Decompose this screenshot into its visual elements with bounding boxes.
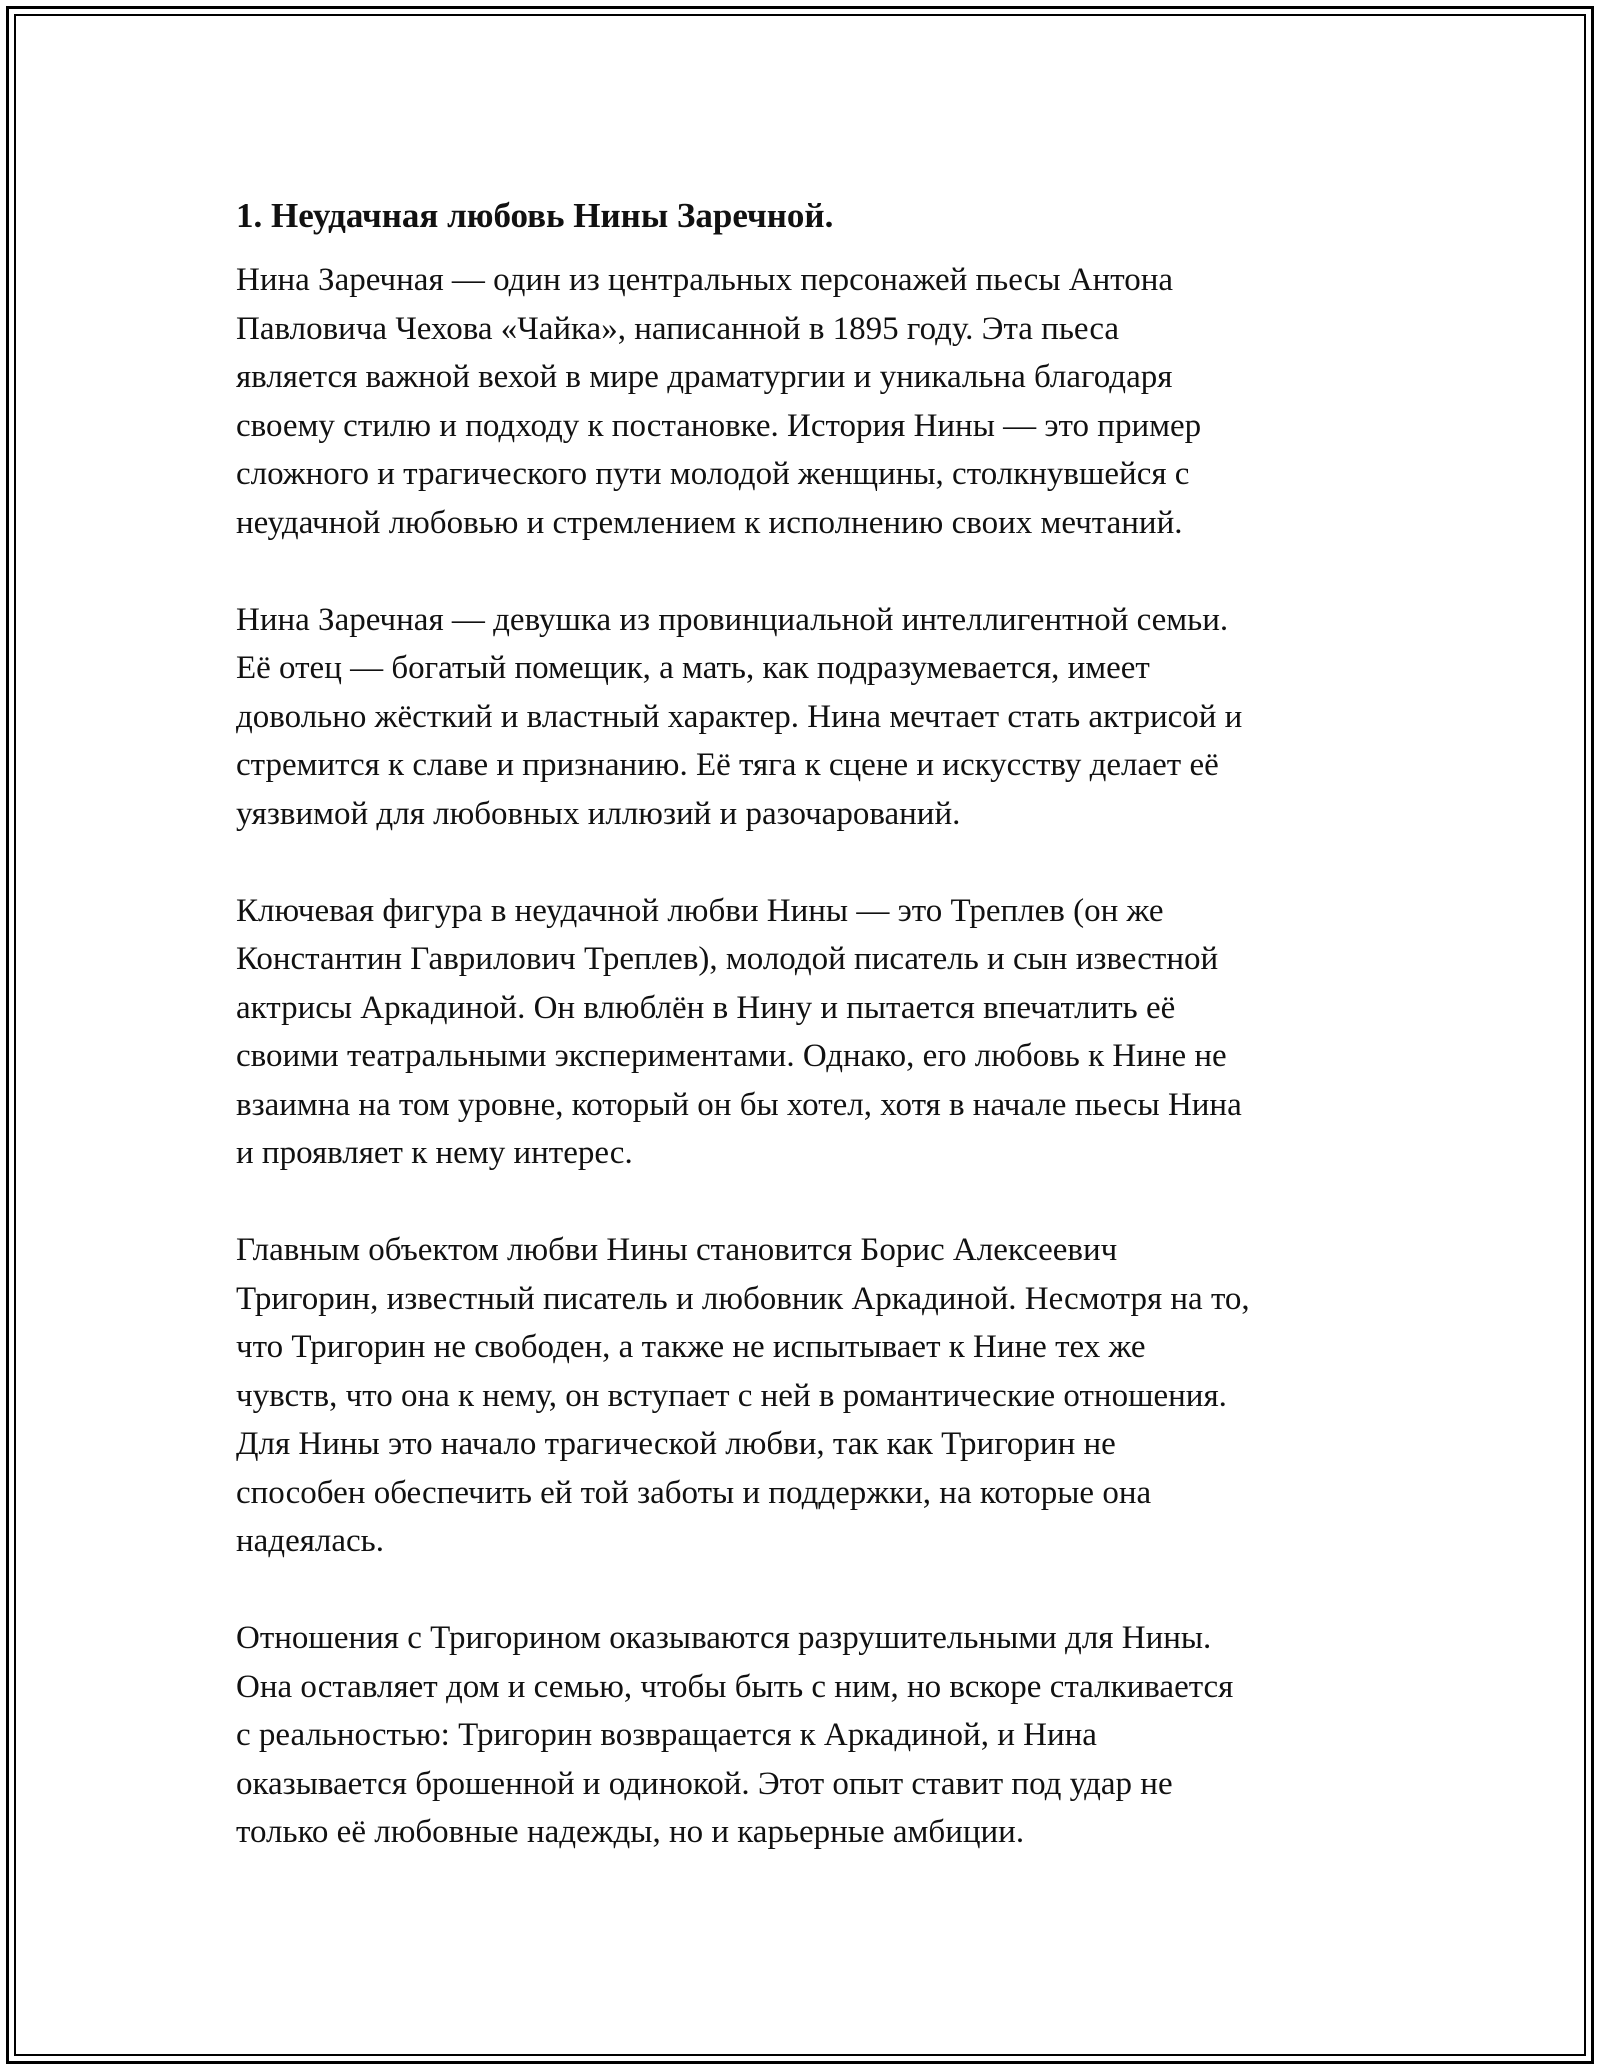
paragraph-line: только её любовные надежды, но и карьерные амбиции. — [236, 1814, 1025, 1850]
paragraph-line: с реальностью: Тригорин возвращается к Аркадиной, и Нина — [236, 1717, 1097, 1753]
paragraph-5 — [236, 1614, 1371, 1857]
paragraph-line: актрисы Аркадиной. Он влюблён в Нину и пытается впечатлить её — [236, 989, 1176, 1026]
paragraph-line: и проявляет к нему интерес. — [236, 1135, 633, 1171]
paragraph-line: Ключевая фигура в неудачной любви Нины — это Треплев (он же — [236, 892, 1164, 929]
paragraph-line: Её отец — богатый помещик, а мать, как подразумевается, имеет — [236, 650, 1150, 686]
paragraph-line: Отношения с Тригорином оказываются разрушительными для Нины. — [236, 1620, 1212, 1656]
paragraph-line: своими театральными экспериментами. Однако, его любовь к Нине не — [236, 1038, 1227, 1074]
paragraph-line: Тригорин, известный писатель и любовник Аркадиной. Несмотря на то, — [236, 1280, 1250, 1317]
paragraph-line: Она оставляет дом и семью, чтобы быть с ним, но вскоре сталкивается — [236, 1668, 1234, 1705]
paragraph-2 — [236, 596, 1371, 839]
paragraph-line: чувств, что она к нему, он вступает с ней в романтические отношения. — [236, 1377, 1227, 1414]
paragraph-line: что Тригорин не свободен, а также не испытывает к Нине тех же — [236, 1329, 1146, 1365]
paragraph-4 — [236, 1226, 1371, 1566]
document-page — [236, 188, 1371, 1905]
paragraph-line: надеялась. — [236, 1523, 384, 1559]
paragraph-line: уязвимой для любовных иллюзий и разочарований. — [236, 795, 961, 832]
paragraph-line: Нина Заречная — один из центральных персонажей пьесы Антона — [236, 262, 1174, 298]
paragraph-line: Нина Заречная — девушка из провинциальной интеллигентной семьи. — [236, 601, 1229, 638]
paragraph-line: своему стилю и подходу к постановке. История Нины — это пример — [236, 407, 1202, 444]
paragraph-line: способен обеспечить ей той заботы и поддержки, на которые она — [236, 1474, 1152, 1511]
paragraph-line: стремится к славе и признанию. Её тяга к сцене и искусству делает её — [236, 747, 1219, 783]
paragraph-3 — [236, 887, 1371, 1178]
paragraph-line: Павловича Чехова «Чайка», написанной в 1895 году. Эта пьеса — [236, 310, 1120, 347]
paragraph-1 — [236, 256, 1371, 547]
section-heading: 1. Неудачная любовь Нины Заречной. — [236, 196, 834, 235]
paragraph-line: взаимна на том уровне, который он бы хотел, хотя в начале пьесы Нина — [236, 1086, 1242, 1123]
paragraph-line: Главным объектом любви Нины становится Борис Алексеевич — [236, 1232, 1118, 1268]
paragraph-line: является важной вехой в мире драматургии и уникальна благодаря — [236, 359, 1173, 395]
paragraph-line: довольно жёсткий и властный характер. Нина мечтает стать актрисой и — [236, 698, 1243, 735]
paragraph-line: неудачной любовью и стремлением к исполнению своих мечтаний. — [236, 504, 1183, 541]
paragraph-line: Константин Гаврилович Треплев), молодой писатель и сын известной — [236, 941, 1219, 977]
paragraph-line: оказывается брошенной и одинокой. Этот опыт ставит под удар не — [236, 1765, 1173, 1802]
paragraph-line: Для Нины это начало трагической любви, так как Тригорин не — [236, 1426, 1116, 1462]
paragraph-line: сложного и трагического пути молодой женщины, столкнувшейся с — [236, 456, 1190, 492]
